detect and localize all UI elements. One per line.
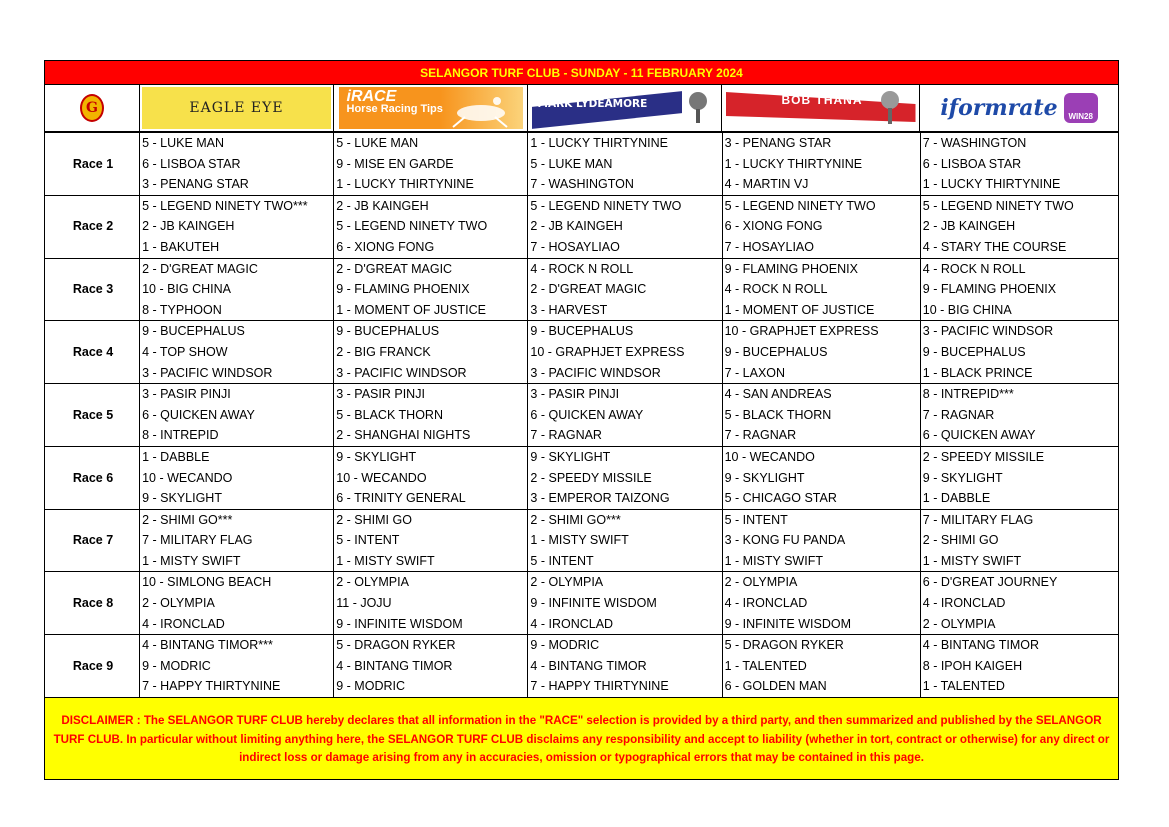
club-logo-letter: G bbox=[86, 100, 98, 116]
tip-cell: 10 - WECANDO bbox=[140, 468, 334, 489]
tip-cell: 2 - SHIMI GO*** bbox=[528, 509, 722, 530]
tip-cell: 2 - JB KAINGEH bbox=[528, 216, 722, 237]
tip-cell: 3 - PASIR PINJI bbox=[140, 384, 334, 405]
tip-cell: 6 - TRINITY GENERAL bbox=[334, 488, 528, 509]
tip-cell: 9 - SKYLIGHT bbox=[334, 446, 528, 467]
tip-cell: 6 - QUICKEN AWAY bbox=[528, 405, 722, 426]
tip-cell: 5 - LEGEND NINETY TWO bbox=[528, 195, 722, 216]
mark-lydeamore-logo bbox=[532, 89, 718, 127]
tip-cell: 3 - PACIFIC WINDSOR bbox=[528, 363, 722, 384]
disclaimer-text: DISCLAIMER : The SELANGOR TURF CLUB hereby declares that all information in the "RACE" selection is provided by a third party, and then summarized and published by the SELANGOR TURF CLUB. In particular without limiting anything here, the SELANGOR TURF CLUB disclaims any responsibility and accept to liability (whether in tort, contract or otherwise) for any direct or indirect loss or damage arising from any in accuracies, omission or typographical errors that may be contained in this page. bbox=[44, 698, 1119, 780]
race-row bbox=[45, 676, 1119, 697]
tip-cell: 3 - HARVEST bbox=[528, 300, 722, 321]
iformrate-logo bbox=[924, 87, 1114, 129]
tip-cell: 2 - SHIMI GO bbox=[920, 530, 1118, 551]
tip-cell: 9 - MISE EN GARDE bbox=[334, 154, 528, 175]
tip-cell: 4 - IRONCLAD bbox=[528, 614, 722, 635]
tip-cell: 9 - INFINITE WISDOM bbox=[528, 593, 722, 614]
microphone-icon bbox=[682, 89, 718, 127]
tip-cell: 9 - SKYLIGHT bbox=[722, 468, 920, 489]
tip-cell: 10 - GRAPHJET EXPRESS bbox=[528, 342, 722, 363]
race-tips-body bbox=[45, 133, 1119, 698]
race-row bbox=[45, 530, 1119, 551]
tip-cell: 4 - ROCK N ROLL bbox=[722, 279, 920, 300]
race-label: Race 6 bbox=[45, 446, 140, 509]
club-logo bbox=[80, 94, 104, 122]
tip-cell: 9 - BUCEPHALUS bbox=[722, 342, 920, 363]
tip-cell: 4 - TOP SHOW bbox=[140, 342, 334, 363]
tip-cell: 7 - HOSAYLIAO bbox=[722, 237, 920, 258]
tip-cell: 9 - MODRIC bbox=[334, 676, 528, 697]
bob-thana-logo-text: BOB THANA bbox=[781, 93, 863, 107]
tip-cell: 1 - MISTY SWIFT bbox=[920, 551, 1118, 572]
tip-cell: 8 - INTREPID*** bbox=[920, 384, 1118, 405]
tip-cell: 2 - D'GREAT MAGIC bbox=[334, 258, 528, 279]
race-row bbox=[45, 321, 1119, 342]
tip-cell: 10 - GRAPHJET EXPRESS bbox=[722, 321, 920, 342]
race-row bbox=[45, 384, 1119, 405]
tip-cell: 6 - XIONG FONG bbox=[334, 237, 528, 258]
tip-cell: 1 - MISTY SWIFT bbox=[528, 530, 722, 551]
tip-cell: 3 - PASIR PINJI bbox=[334, 384, 528, 405]
race-row bbox=[45, 488, 1119, 509]
race-label: Race 4 bbox=[45, 321, 140, 384]
tip-cell: 6 - LISBOA STAR bbox=[920, 154, 1118, 175]
tip-cell: 6 - GOLDEN MAN bbox=[722, 676, 920, 697]
tip-cell: 9 - MODRIC bbox=[528, 635, 722, 656]
tip-cell: 9 - BUCEPHALUS bbox=[334, 321, 528, 342]
tip-cell: 2 - SPEEDY MISSILE bbox=[920, 446, 1118, 467]
tip-cell: 2 - SPEEDY MISSILE bbox=[528, 468, 722, 489]
race-row bbox=[45, 572, 1119, 593]
race-row bbox=[45, 133, 1119, 154]
tip-cell: 2 - JB KAINGEH bbox=[920, 216, 1118, 237]
tip-cell: 1 - MISTY SWIFT bbox=[140, 551, 334, 572]
tip-cell: 4 - BINTANG TIMOR bbox=[920, 635, 1118, 656]
tip-cell: 3 - PENANG STAR bbox=[722, 133, 920, 154]
tip-cell: 2 - D'GREAT MAGIC bbox=[528, 279, 722, 300]
tip-cell: 2 - OLYMPIA bbox=[140, 593, 334, 614]
tip-cell: 1 - TALENTED bbox=[920, 676, 1118, 697]
win28-badge: WIN28 bbox=[1064, 93, 1098, 123]
logo-band bbox=[532, 91, 682, 129]
tip-cell: 10 - SIMLONG BEACH bbox=[140, 572, 334, 593]
tip-cell: 5 - LEGEND NINETY TWO bbox=[722, 195, 920, 216]
tip-cell: 3 - PACIFIC WINDSOR bbox=[140, 363, 334, 384]
tip-cell: 9 - MODRIC bbox=[140, 656, 334, 677]
tip-cell: 4 - BINTANG TIMOR bbox=[528, 656, 722, 677]
tip-cell: 7 - HOSAYLIAO bbox=[528, 237, 722, 258]
race-row bbox=[45, 258, 1119, 279]
irace-logo bbox=[339, 87, 523, 129]
jockey-icon bbox=[439, 87, 519, 129]
mark-lydeamore-logo-cell bbox=[528, 85, 722, 131]
iformrate-logo-text: iformrate bbox=[940, 95, 1058, 121]
page-title: SELANGOR TURF CLUB - SUNDAY - 11 FEBRUARY 2024 bbox=[44, 60, 1119, 85]
race-row bbox=[45, 614, 1119, 635]
race-label: Race 7 bbox=[45, 509, 140, 572]
race-tips-table bbox=[44, 132, 1119, 698]
tip-cell: 3 - PENANG STAR bbox=[140, 174, 334, 195]
race-label: Race 2 bbox=[45, 195, 140, 258]
tip-cell: 3 - PASIR PINJI bbox=[528, 384, 722, 405]
tip-cell: 3 - PACIFIC WINDSOR bbox=[334, 363, 528, 384]
tipster-logo-row bbox=[44, 85, 1119, 132]
tip-cell: 1 - BLACK PRINCE bbox=[920, 363, 1118, 384]
tip-cell: 5 - INTENT bbox=[528, 551, 722, 572]
tip-cell: 9 - INFINITE WISDOM bbox=[722, 614, 920, 635]
tip-cell: 4 - ROCK N ROLL bbox=[920, 258, 1118, 279]
irace-logo-cell bbox=[334, 85, 528, 131]
race-row bbox=[45, 593, 1119, 614]
bob-thana-logo-cell bbox=[722, 85, 920, 131]
tip-cell: 2 - JB KAINGEH bbox=[334, 195, 528, 216]
tip-cell: 10 - BIG CHINA bbox=[920, 300, 1118, 321]
tip-cell: 1 - DABBLE bbox=[920, 488, 1118, 509]
tip-cell: 4 - IRONCLAD bbox=[920, 593, 1118, 614]
irace-logo-name: iRACE bbox=[346, 88, 397, 105]
race-row bbox=[45, 363, 1119, 384]
irace-logo-tagline: Horse Racing Tips bbox=[346, 103, 443, 115]
tip-cell: 2 - OLYMPIA bbox=[334, 572, 528, 593]
race-row bbox=[45, 342, 1119, 363]
tip-cell: 7 - LAXON bbox=[722, 363, 920, 384]
race-row bbox=[45, 300, 1119, 321]
tip-cell: 2 - OLYMPIA bbox=[528, 572, 722, 593]
tip-cell: 1 - MOMENT OF JUSTICE bbox=[334, 300, 528, 321]
eagle-eye-logo-cell bbox=[140, 85, 334, 131]
race-row bbox=[45, 195, 1119, 216]
tip-cell: 1 - TALENTED bbox=[722, 656, 920, 677]
tip-cell: 1 - BAKUTEH bbox=[140, 237, 334, 258]
iformrate-logo-cell bbox=[920, 85, 1118, 131]
tip-cell: 1 - LUCKY THIRTYNINE bbox=[334, 174, 528, 195]
bob-thana-logo bbox=[726, 88, 916, 128]
tip-cell: 9 - BUCEPHALUS bbox=[920, 342, 1118, 363]
race-row bbox=[45, 405, 1119, 426]
race-label: Race 9 bbox=[45, 635, 140, 698]
race-row bbox=[45, 551, 1119, 572]
tip-cell: 5 - CHICAGO STAR bbox=[722, 488, 920, 509]
tip-cell: 2 - OLYMPIA bbox=[920, 614, 1118, 635]
race-row bbox=[45, 656, 1119, 677]
eagle-eye-logo: EAGLE EYE bbox=[142, 87, 331, 129]
tip-cell: 1 - MISTY SWIFT bbox=[334, 551, 528, 572]
tip-cell: 4 - IRONCLAD bbox=[140, 614, 334, 635]
tip-cell: 3 - KONG FU PANDA bbox=[722, 530, 920, 551]
tip-cell: 2 - JB KAINGEH bbox=[140, 216, 334, 237]
tip-cell: 9 - INFINITE WISDOM bbox=[334, 614, 528, 635]
microphone-icon bbox=[870, 88, 910, 128]
tip-cell: 1 - MISTY SWIFT bbox=[722, 551, 920, 572]
tip-cell: 4 - IRONCLAD bbox=[722, 593, 920, 614]
race-row bbox=[45, 237, 1119, 258]
tip-cell: 4 - BINTANG TIMOR*** bbox=[140, 635, 334, 656]
tip-cell: 2 - BIG FRANCK bbox=[334, 342, 528, 363]
race-row bbox=[45, 279, 1119, 300]
tip-cell: 1 - LUCKY THIRTYNINE bbox=[920, 174, 1118, 195]
tip-cell: 4 - BINTANG TIMOR bbox=[334, 656, 528, 677]
tip-cell: 5 - LEGEND NINETY TWO*** bbox=[140, 195, 334, 216]
race-row bbox=[45, 154, 1119, 175]
tips-sheet bbox=[44, 60, 1119, 780]
race-label: Race 5 bbox=[45, 384, 140, 447]
mark-lydeamore-logo-text: MARK LYDEAMORE bbox=[537, 98, 648, 110]
tip-cell: 1 - LUCKY THIRTYNINE bbox=[722, 154, 920, 175]
tip-cell: 7 - MILITARY FLAG bbox=[140, 530, 334, 551]
tip-cell: 6 - QUICKEN AWAY bbox=[140, 405, 334, 426]
tip-cell: 7 - HAPPY THIRTYNINE bbox=[140, 676, 334, 697]
tip-cell: 5 - LUKE MAN bbox=[528, 154, 722, 175]
tip-cell: 10 - WECANDO bbox=[334, 468, 528, 489]
tip-cell: 8 - TYPHOON bbox=[140, 300, 334, 321]
tip-cell: 5 - LUKE MAN bbox=[140, 133, 334, 154]
tip-cell: 6 - LISBOA STAR bbox=[140, 154, 334, 175]
tip-cell: 1 - MOMENT OF JUSTICE bbox=[722, 300, 920, 321]
tip-cell: 2 - OLYMPIA bbox=[722, 572, 920, 593]
tip-cell: 4 - ROCK N ROLL bbox=[528, 258, 722, 279]
tip-cell: 5 - INTENT bbox=[334, 530, 528, 551]
tip-cell: 8 - INTREPID bbox=[140, 425, 334, 446]
tip-cell: 5 - LEGEND NINETY TWO bbox=[920, 195, 1118, 216]
tip-cell: 9 - SKYLIGHT bbox=[920, 468, 1118, 489]
tip-cell: 2 - SHANGHAI NIGHTS bbox=[334, 425, 528, 446]
tip-cell: 6 - QUICKEN AWAY bbox=[920, 425, 1118, 446]
race-row bbox=[45, 635, 1119, 656]
tip-cell: 9 - BUCEPHALUS bbox=[528, 321, 722, 342]
tip-cell: 1 - LUCKY THIRTYNINE bbox=[528, 133, 722, 154]
race-row bbox=[45, 216, 1119, 237]
tip-cell: 5 - INTENT bbox=[722, 509, 920, 530]
tip-cell: 10 - WECANDO bbox=[722, 446, 920, 467]
tip-cell: 7 - MILITARY FLAG bbox=[920, 509, 1118, 530]
tip-cell: 1 - DABBLE bbox=[140, 446, 334, 467]
tip-cell: 7 - RAGNAR bbox=[920, 405, 1118, 426]
tip-cell: 7 - HAPPY THIRTYNINE bbox=[528, 676, 722, 697]
club-logo-cell bbox=[45, 85, 140, 131]
tip-cell: 4 - MARTIN VJ bbox=[722, 174, 920, 195]
race-row bbox=[45, 509, 1119, 530]
tip-cell: 7 - RAGNAR bbox=[528, 425, 722, 446]
tip-cell: 2 - SHIMI GO bbox=[334, 509, 528, 530]
tip-cell: 6 - XIONG FONG bbox=[722, 216, 920, 237]
race-row bbox=[45, 425, 1119, 446]
race-label: Race 8 bbox=[45, 572, 140, 635]
tip-cell: 7 - RAGNAR bbox=[722, 425, 920, 446]
tip-cell: 9 - FLAMING PHOENIX bbox=[334, 279, 528, 300]
tip-cell: 5 - DRAGON RYKER bbox=[722, 635, 920, 656]
tip-cell: 3 - PACIFIC WINDSOR bbox=[920, 321, 1118, 342]
tip-cell: 5 - LEGEND NINETY TWO bbox=[334, 216, 528, 237]
tip-cell: 2 - SHIMI GO*** bbox=[140, 509, 334, 530]
tip-cell: 8 - IPOH KAIGEH bbox=[920, 656, 1118, 677]
tip-cell: 5 - DRAGON RYKER bbox=[334, 635, 528, 656]
tip-cell: 4 - SAN ANDREAS bbox=[722, 384, 920, 405]
tip-cell: 3 - EMPEROR TAIZONG bbox=[528, 488, 722, 509]
tip-cell: 6 - D'GREAT JOURNEY bbox=[920, 572, 1118, 593]
race-row bbox=[45, 468, 1119, 489]
tip-cell: 4 - STARY THE COURSE bbox=[920, 237, 1118, 258]
tip-cell: 7 - WASHINGTON bbox=[528, 174, 722, 195]
race-row bbox=[45, 174, 1119, 195]
tip-cell: 9 - FLAMING PHOENIX bbox=[920, 279, 1118, 300]
tip-cell: 9 - SKYLIGHT bbox=[140, 488, 334, 509]
tip-cell: 9 - BUCEPHALUS bbox=[140, 321, 334, 342]
tip-cell: 5 - BLACK THORN bbox=[334, 405, 528, 426]
tip-cell: 10 - BIG CHINA bbox=[140, 279, 334, 300]
race-row bbox=[45, 446, 1119, 467]
race-label: Race 1 bbox=[45, 133, 140, 196]
tip-cell: 2 - D'GREAT MAGIC bbox=[140, 258, 334, 279]
tip-cell: 5 - LUKE MAN bbox=[334, 133, 528, 154]
tip-cell: 5 - BLACK THORN bbox=[722, 405, 920, 426]
tip-cell: 9 - FLAMING PHOENIX bbox=[722, 258, 920, 279]
tip-cell: 7 - WASHINGTON bbox=[920, 133, 1118, 154]
tip-cell: 11 - JOJU bbox=[334, 593, 528, 614]
race-label: Race 3 bbox=[45, 258, 140, 321]
tip-cell: 9 - SKYLIGHT bbox=[528, 446, 722, 467]
